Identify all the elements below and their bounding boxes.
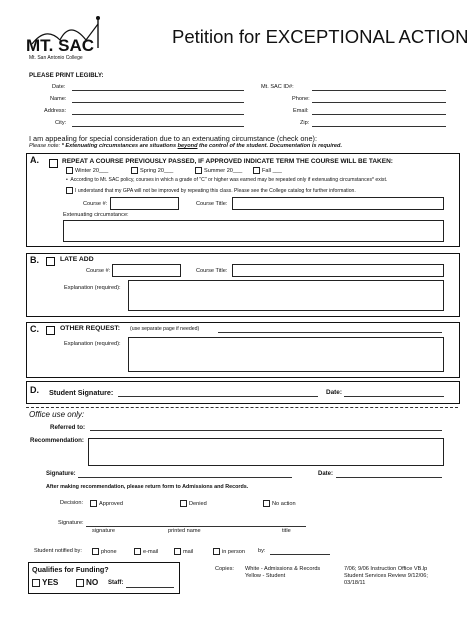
policy-bullet: • According to Mt. SAC policy, courses in which a grade of "C" or higher was earned may be repeated only if extenuating circumstances* exist. [66, 177, 388, 183]
revision-line-1: 7/06; 9/06 Instruction Office VB.lp [344, 566, 428, 572]
office-signature-label: Signature: [46, 471, 76, 477]
notified-mail[interactable] [174, 548, 193, 556]
section-a-letter: A. [30, 155, 39, 165]
print-legibly-instruction: PLEASE PRINT LEGIBLY: [29, 72, 104, 79]
section-b-course-title-input[interactable] [232, 264, 444, 277]
staff-field[interactable] [126, 587, 174, 588]
section-c-checkbox[interactable] [46, 326, 55, 335]
term-winter-checkbox[interactable] [66, 167, 73, 174]
decision-denied[interactable] [180, 500, 207, 508]
email-label: Email: [293, 108, 309, 114]
section-b-explanation-input[interactable] [128, 280, 444, 311]
office-heading: Office use only: [29, 410, 85, 419]
city-field[interactable] [72, 126, 244, 127]
section-a-extenuating-label: Extenuating circumstance: [63, 212, 129, 218]
copies-line-2: Yellow - Student [245, 573, 286, 579]
term-spring[interactable] [131, 167, 173, 175]
term-summer-checkbox[interactable] [195, 167, 202, 174]
appeal-heading: I am appealing for special consideration due to an extenuating circumstance (check one): [29, 134, 317, 143]
notified-by-field[interactable] [270, 554, 330, 555]
notified-phone[interactable] [92, 548, 117, 556]
office-signature-field[interactable] [78, 477, 292, 478]
gpa-bullet-text: I understand that my GPA will not be improved by repeating this class. Please see the College catalog for further information. [75, 187, 356, 194]
staff-label: Staff: [108, 580, 124, 586]
section-c-explanation-input[interactable] [128, 337, 444, 372]
logo-text: MT. SAC [26, 36, 94, 55]
decision-signature-label: Signature: [58, 520, 84, 526]
phone-option-label: phone [101, 548, 117, 555]
date-label: Date: [52, 84, 66, 90]
mail-checkbox[interactable] [174, 548, 181, 555]
phone-field[interactable] [312, 102, 446, 103]
term-spring-label: Spring 20___ [140, 167, 174, 174]
referred-field[interactable] [90, 430, 442, 431]
notified-email[interactable] [134, 548, 158, 556]
address-field[interactable] [72, 114, 244, 115]
approved-checkbox[interactable] [90, 500, 97, 507]
student-signature-field[interactable] [118, 396, 318, 397]
section-a-course-title-input[interactable] [232, 197, 444, 210]
term-winter[interactable] [66, 167, 108, 175]
decision-signature-field[interactable] [86, 526, 306, 527]
funding-no[interactable] [76, 578, 98, 588]
section-b-title: LATE ADD [60, 256, 94, 263]
decision-label: Decision: [60, 500, 84, 506]
revision-line-2: Student Services Review 9/12/06; [344, 573, 428, 579]
office-divider [26, 407, 458, 408]
date-field[interactable] [72, 90, 244, 91]
in-person-checkbox[interactable] [213, 548, 220, 555]
office-date-field[interactable] [336, 477, 442, 478]
zip-field[interactable] [312, 126, 446, 127]
section-a-title: REPEAT A COURSE PREVIOUSLY PASSED, IF APPROVED INDICATE TERM THE COURSE WILL BE TAKEN: [62, 158, 393, 165]
section-a-course-no-label: Course #: [83, 201, 108, 207]
signature-caption: signature [92, 528, 116, 534]
return-note: After making recommendation, please return form to Admissions and Records. [46, 484, 249, 490]
funding-heading: Qualifies for Funding? [32, 565, 109, 574]
no-action-checkbox[interactable] [263, 500, 270, 507]
student-id-label: Mt. SAC ID#: [261, 84, 294, 90]
term-summer[interactable] [195, 167, 242, 175]
decision-no-action[interactable] [263, 500, 296, 508]
section-c-title: OTHER REQUEST: [60, 325, 121, 332]
funding-no-checkbox[interactable] [76, 579, 84, 587]
section-d-letter: D. [30, 385, 39, 395]
mail-option-label: mail [183, 548, 194, 555]
notified-in-person[interactable] [213, 548, 245, 556]
notified-by-label: by: [258, 548, 266, 554]
note-part2: the control of the student. Documentation is required. [197, 143, 343, 149]
term-spring-checkbox[interactable] [131, 167, 138, 174]
term-summer-label: Summer 20___ [204, 167, 243, 174]
referred-label: Referred to: [50, 424, 86, 431]
funding-yes[interactable] [32, 578, 58, 588]
funding-no-label: NO [86, 578, 99, 587]
email-option-label: e-mail [143, 548, 159, 555]
section-b-course-title-label: Course Title: [196, 268, 228, 274]
email-checkbox[interactable] [134, 548, 141, 555]
phone-label: Phone: [292, 96, 310, 102]
term-fall-checkbox[interactable] [253, 167, 260, 174]
term-winter-label: Winter 20___ [75, 167, 109, 174]
gpa-acknowledge-checkbox[interactable] [66, 187, 73, 194]
student-id-field[interactable] [312, 90, 446, 91]
zip-label: Zip: [300, 120, 310, 126]
section-a-extenuating-input[interactable] [63, 220, 444, 242]
in-person-option-label: in person [222, 548, 246, 555]
funding-yes-label: YES [42, 578, 59, 587]
recommendation-input[interactable] [88, 438, 444, 466]
phone-checkbox[interactable] [92, 548, 99, 555]
title-caption: title [282, 528, 291, 534]
page-title: Petition for EXCEPTIONAL ACTION [172, 26, 469, 47]
section-c-explanation-label: Explanation (required): [64, 341, 121, 347]
denied-label: Denied [189, 500, 207, 507]
email-field[interactable] [312, 114, 446, 115]
approved-label: Approved [99, 500, 123, 507]
name-field[interactable] [72, 102, 244, 103]
city-label: City: [55, 120, 67, 126]
student-signature-label: Student Signature: [49, 388, 114, 397]
name-label: Name: [50, 96, 67, 102]
funding-yes-checkbox[interactable] [32, 579, 40, 587]
note-beyond: beyond [177, 143, 198, 149]
decision-approved[interactable] [90, 500, 123, 508]
section-c-request-field[interactable] [218, 332, 442, 333]
note-part1: * Extenuating circumstances are situations [61, 143, 178, 149]
section-c-letter: C. [30, 324, 39, 334]
section-b-letter: B. [30, 255, 39, 265]
gpa-bullet [66, 187, 356, 195]
note-prefix: Please note: [29, 143, 62, 149]
term-fall-label: Fall ___ [262, 167, 282, 174]
section-b-course-no-input[interactable] [112, 264, 181, 277]
section-c-note: (use separate page if needed) [130, 326, 200, 332]
logo-subtext: Mt. San Antonio College [29, 55, 83, 61]
no-action-label: No action [272, 500, 296, 507]
section-b-explanation-label: Explanation (required): [64, 285, 121, 291]
section-a-course-no-input[interactable] [110, 197, 179, 210]
copies-label: Copies: [215, 566, 234, 572]
office-date-label: Date: [318, 471, 334, 477]
section-b-course-no-label: Course #: [86, 268, 111, 274]
address-label: Address: [44, 108, 67, 114]
section-b-checkbox[interactable] [46, 257, 55, 266]
copies-line-1: White - Admissions & Records [245, 566, 321, 572]
policy-bullet-text: According to Mt. SAC policy, courses in which a grade of "C" or higher was earned may be repeated only if extenuating circumstances* exist. [70, 177, 388, 183]
revision-line-3: 03/18/11 [344, 580, 366, 586]
term-fall[interactable] [253, 167, 282, 175]
section-a-course-title-label: Course Title: [196, 201, 228, 207]
section-d-date-label: Date: [326, 389, 342, 396]
appeal-note [29, 143, 342, 150]
denied-checkbox[interactable] [180, 500, 187, 507]
section-a-checkbox[interactable] [49, 159, 58, 168]
recommendation-label: Recommendation: [30, 437, 84, 444]
notified-label: Student notified by: [34, 548, 82, 554]
section-d-date-field[interactable] [344, 396, 444, 397]
printed-name-caption: printed name [168, 528, 201, 534]
